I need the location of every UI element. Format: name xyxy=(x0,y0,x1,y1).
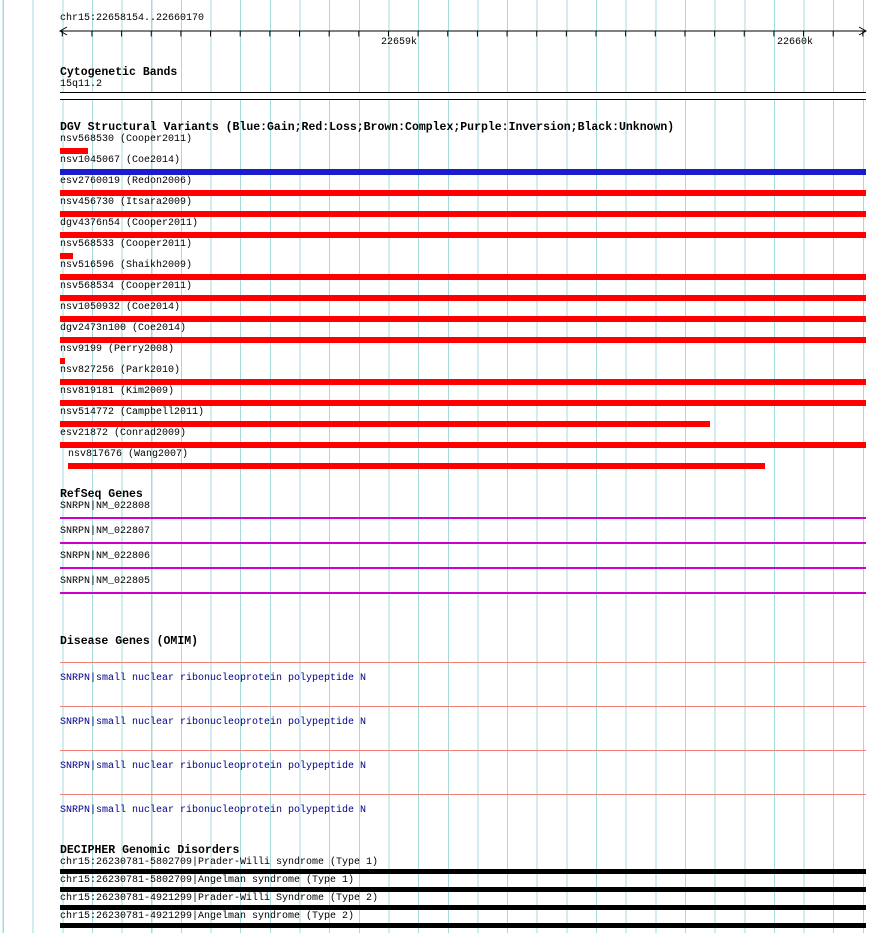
decipher-disorder-label[interactable]: chr15:26230781-5802709|Prader-Willi syndrome (Type 1) xyxy=(60,857,379,868)
refseq-track xyxy=(0,501,890,601)
dgv-variant-row xyxy=(0,302,890,323)
refseq-track-title: RefSeq Genes xyxy=(60,488,143,501)
dgv-variant-label[interactable]: esv21872 (Conrad2009) xyxy=(60,428,187,439)
dgv-variant-row xyxy=(0,155,890,176)
dgv-variant-row xyxy=(0,239,890,260)
dgv-variant-label[interactable]: nsv817676 (Wang2007) xyxy=(68,449,189,460)
refseq-gene-label[interactable]: SNRPN|NM_022807 xyxy=(60,526,151,537)
dgv-variant-bar[interactable] xyxy=(60,337,866,343)
omim-gene-label[interactable]: SNRPN|small nuclear ribonucleoprotein polypeptide N xyxy=(60,761,367,772)
decipher-disorder-bar[interactable] xyxy=(60,923,866,928)
dgv-variant-bar[interactable] xyxy=(60,232,866,238)
omim-gene-line[interactable] xyxy=(60,794,866,795)
omim-gene-row xyxy=(0,788,890,832)
dgv-variant-row xyxy=(0,281,890,302)
dgv-variant-bar[interactable] xyxy=(60,295,866,301)
dgv-variant-label[interactable]: nsv568534 (Cooper2011) xyxy=(60,281,193,292)
omim-gene-row xyxy=(0,744,890,788)
dgv-variant-label[interactable]: nsv568530 (Cooper2011) xyxy=(60,134,193,145)
decipher-disorder-row xyxy=(0,857,890,875)
refseq-gene-label[interactable]: SNRPN|NM_022805 xyxy=(60,576,151,587)
refseq-gene-row xyxy=(0,501,890,526)
dgv-variant-row xyxy=(0,407,890,428)
dgv-variant-row xyxy=(0,365,890,386)
dgv-variant-label[interactable]: nsv9199 (Perry2008) xyxy=(60,344,175,355)
cytoband-label: 15q11.2 xyxy=(60,79,103,90)
dgv-variant-bar[interactable] xyxy=(60,379,866,385)
refseq-gene-label[interactable]: SNRPN|NM_022808 xyxy=(60,501,151,512)
omim-track xyxy=(0,656,890,832)
refseq-gene-row xyxy=(0,551,890,576)
region-position-label: chr15:22658154..22660170 xyxy=(60,13,205,24)
decipher-disorder-label[interactable]: chr15:26230781-4921299|Angelman syndrome (Type 2) xyxy=(60,911,355,922)
ruler-tick-label: 22660k xyxy=(776,37,814,48)
dgv-variant-row xyxy=(0,428,890,449)
omim-gene-row xyxy=(0,656,890,700)
refseq-gene-label[interactable]: SNRPN|NM_022806 xyxy=(60,551,151,562)
dgv-variant-label[interactable]: nsv516596 (Shaikh2009) xyxy=(60,260,193,271)
cytoband-glyph[interactable] xyxy=(60,92,866,100)
dgv-variant-label[interactable]: dgv2473n100 (Coe2014) xyxy=(60,323,187,334)
dgv-variant-label[interactable]: nsv514772 (Campbell2011) xyxy=(60,407,205,418)
omim-gene-line[interactable] xyxy=(60,706,866,707)
dgv-variant-bar[interactable] xyxy=(60,442,866,448)
refseq-gene-row xyxy=(0,576,890,601)
decipher-disorder-bar[interactable] xyxy=(60,905,866,910)
refseq-gene-line[interactable] xyxy=(60,592,866,594)
dgv-variant-label[interactable]: esv2760019 (Redon2006) xyxy=(60,176,193,187)
decipher-disorder-row xyxy=(0,893,890,911)
omim-gene-label[interactable]: SNRPN|small nuclear ribonucleoprotein polypeptide N xyxy=(60,673,367,684)
decipher-disorder-label[interactable]: chr15:26230781-5802709|Angelman syndrome (Type 1) xyxy=(60,875,355,886)
dgv-variant-label[interactable]: nsv819181 (Kim2009) xyxy=(60,386,175,397)
omim-gene-label[interactable]: SNRPN|small nuclear ribonucleoprotein polypeptide N xyxy=(60,805,367,816)
omim-gene-label[interactable]: SNRPN|small nuclear ribonucleoprotein polypeptide N xyxy=(60,717,367,728)
dgv-variant-row xyxy=(0,176,890,197)
coordinate-ruler xyxy=(0,0,890,50)
refseq-gene-line[interactable] xyxy=(60,542,866,544)
dgv-variant-bar[interactable] xyxy=(60,400,866,406)
dgv-variant-label[interactable]: nsv827256 (Park2010) xyxy=(60,365,181,376)
dgv-variant-bar[interactable] xyxy=(60,421,710,427)
refseq-gene-row xyxy=(0,526,890,551)
omim-gene-row xyxy=(0,700,890,744)
dgv-variant-bar[interactable] xyxy=(60,211,866,217)
decipher-track xyxy=(0,857,890,929)
dgv-variant-bar[interactable] xyxy=(60,190,866,196)
decipher-track-title: DECIPHER Genomic Disorders xyxy=(60,844,240,857)
dgv-variant-bar[interactable] xyxy=(60,358,65,364)
dgv-variant-bar[interactable] xyxy=(60,169,866,175)
dgv-variant-bar[interactable] xyxy=(60,253,73,259)
dgv-variant-row xyxy=(0,323,890,344)
dgv-variant-row xyxy=(0,218,890,239)
decipher-disorder-row xyxy=(0,875,890,893)
dgv-variant-bar[interactable] xyxy=(60,316,866,322)
dgv-variant-row xyxy=(0,386,890,407)
decipher-disorder-row xyxy=(0,911,890,929)
dgv-variant-label[interactable]: nsv1045067 (Coe2014) xyxy=(60,155,181,166)
omim-track-title: Disease Genes (OMIM) xyxy=(60,635,199,648)
dgv-track-title: DGV Structural Variants (Blue:Gain;Red:Loss;Brown:Complex;Purple:Inversion;Black:Unknown) xyxy=(60,121,675,134)
decipher-disorder-bar[interactable] xyxy=(60,869,866,874)
omim-gene-line[interactable] xyxy=(60,662,866,663)
dgv-variant-bar[interactable] xyxy=(68,463,765,469)
dgv-variant-row xyxy=(0,260,890,281)
ruler-tick-label: 22659k xyxy=(380,37,418,48)
refseq-gene-line[interactable] xyxy=(60,517,866,519)
dgv-variant-row xyxy=(0,449,890,470)
decipher-disorder-label[interactable]: chr15:26230781-4921299|Prader-Willi Syndrome (Type 2) xyxy=(60,893,379,904)
cytogenetic-bands-title: Cytogenetic Bands xyxy=(60,66,178,79)
dgv-variant-label[interactable]: nsv568533 (Cooper2011) xyxy=(60,239,193,250)
dgv-variant-label[interactable]: nsv1050932 (Coe2014) xyxy=(60,302,181,313)
dgv-variant-row xyxy=(0,134,890,155)
omim-gene-line[interactable] xyxy=(60,750,866,751)
refseq-gene-line[interactable] xyxy=(60,567,866,569)
dgv-variant-row xyxy=(0,344,890,365)
dgv-variant-row xyxy=(0,197,890,218)
dgv-track xyxy=(0,134,890,470)
dgv-variant-label[interactable]: dgv4376n54 (Cooper2011) xyxy=(60,218,199,229)
dgv-variant-bar[interactable] xyxy=(60,274,866,280)
dgv-variant-label[interactable]: nsv456730 (Itsara2009) xyxy=(60,197,193,208)
dgv-variant-bar[interactable] xyxy=(60,148,88,154)
decipher-disorder-bar[interactable] xyxy=(60,887,866,892)
